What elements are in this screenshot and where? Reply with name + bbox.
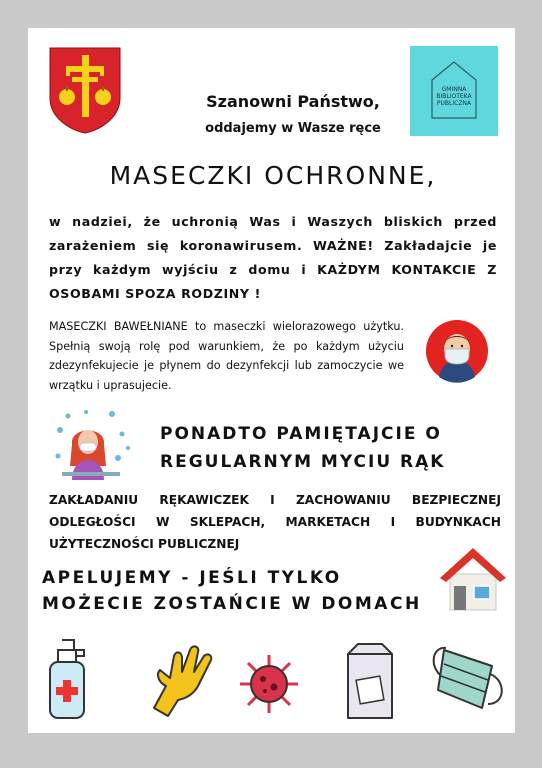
greeting: Szanowni Państwo, (206, 92, 380, 111)
reminder-heading (160, 420, 500, 476)
sanitizer-icon (44, 634, 94, 724)
glove-icon (144, 638, 224, 718)
appeal-heading (42, 565, 442, 617)
milk-carton-icon (332, 640, 402, 726)
library-name-line1: GMINNA (441, 86, 467, 93)
reminder-line1: PONADTO PAMIĘTAJCIE O (160, 424, 442, 444)
paragraph-main: w nadziei, że uchronią Was i Waszych bliskich przed zarażeniem się koronawirusem. WAŻNE! Zakładajcie je przy każdym wyjściu z domu i KAŻDYM KONTAKCIE Z OSOBAMI SPOZA RODZINY ! (49, 214, 497, 301)
page-title: MASECZKI OCHRONNE, (109, 161, 437, 190)
library-name-line3: PUBLICZNA (436, 100, 472, 107)
virus-woman-icon (50, 408, 132, 480)
appeal-line1: APELUJEMY - JEŚLI TYLKO (42, 568, 342, 588)
paragraph-cotton-masks: MASECZKI BAWEŁNIANE to maseczki wielorazowego użytku. Spełnią swoją rolę pod warunkiem, że po każdym użyciu zdezynfekujecie je płynem do dezynfekcji lub zamoczycie we wrzątku i uprasujecie. (49, 320, 404, 392)
subgreeting: oddajemy w Wasze ręce (205, 121, 381, 136)
library-name-line2: BIBLIOTEKA (436, 93, 472, 100)
poster-page (28, 28, 515, 733)
face-mask-icon (426, 634, 510, 724)
house-icon (438, 542, 508, 614)
reminder-line2: REGULARNYM MYCIU RĄK (160, 452, 446, 472)
masked-face-icon (425, 319, 489, 383)
virus-icon (236, 651, 302, 717)
coat-of-arms-icon (48, 46, 122, 134)
library-logo-icon (410, 46, 498, 136)
appeal-line2: MOŻECIE ZOSTAŃCIE W DOMACH (42, 594, 422, 614)
paragraph-gloves-distance: ZAKŁADANIU RĘKAWICZEK I ZACHOWANIU BEZPIECZNEJ ODLEGŁOŚCI W SKLEPACH, MARKETACH I BUDYNKACH UŻYTECZNOŚCI PUBLICZNEJ (49, 493, 501, 551)
